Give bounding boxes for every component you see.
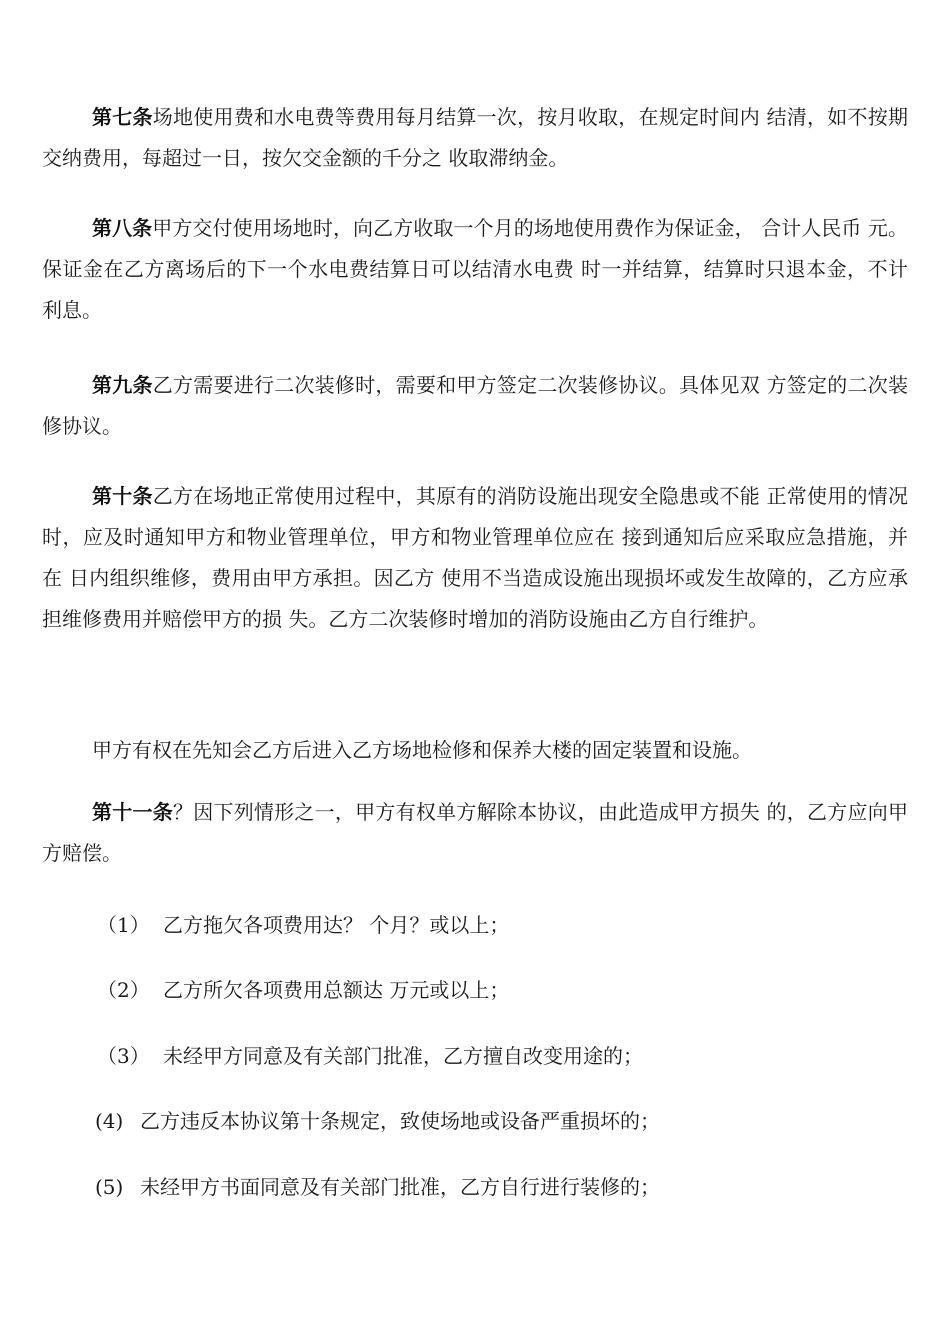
list-item-text: 乙方所欠各项费用总额达 万元或以上；	[163, 978, 510, 1002]
list-item-number: (5)	[95, 1175, 124, 1199]
list-item-number: （3）	[97, 1044, 150, 1068]
list-item-text: 乙方拖欠各项费用达？ 个月？或以上；	[163, 913, 510, 937]
article-10	[42, 476, 908, 640]
article-10-supplement	[42, 730, 908, 771]
list-item-text: 未经甲方书面同意及有关部门批准，乙方自行进行装修的；	[140, 1175, 660, 1199]
article-7	[42, 97, 908, 179]
list-item	[97, 975, 509, 1005]
list-item	[97, 910, 509, 940]
article-9-heading: 第九条	[92, 373, 153, 397]
list-item	[95, 1172, 660, 1202]
list-item	[97, 1041, 643, 1071]
list-item-number: (4)	[95, 1109, 124, 1133]
list-item-number: （2）	[97, 978, 150, 1002]
article-11-text: ？因下列情形之一，甲方有权单方解除本协议，由此造成甲方损失 的，乙方应向甲方赔偿。	[42, 800, 909, 865]
article-9-text: 乙方需要进行二次装修时，需要和甲方签定二次装修协议。具体见双 方签定的二次装修协议。	[42, 373, 909, 438]
article-9	[42, 365, 908, 447]
article-7-heading: 第七条	[92, 105, 153, 129]
article-8-text: 甲方交付使用场地时，向乙方收取一个月的场地使用费作为保证金， 合计人民币 元。保证金在乙方离场后的下一个水电费结算日可以结清水电费 时一并结算，结算时只退本金，不计利息。	[42, 216, 909, 322]
article-7-text: 场地使用费和水电费等费用每月结算一次，按月收取，在规定时间内 结清，如不按期交纳费用，每超过一日，按欠交金额的千分之 收取滞纳金。	[42, 105, 909, 170]
article-11-heading: 第十一条	[92, 800, 173, 824]
article-11	[42, 792, 908, 874]
article-10-text: 乙方在场地正常使用过程中，其原有的消防设施出现安全隐患或不能 正常使用的情况时，应及时通知甲方和物业管理单位，甲方和物业管理单位应在 接到通知后应采取应急措施，并在 日内组织维修，费用由甲方承担。因乙方 使用不当造成设施出现损坏或发生故障的，乙方应承担维修费用并赔偿甲方的损 失。乙方二次装修时增加的消防设施由乙方自行维护。	[42, 484, 909, 631]
list-item-text: 乙方违反本协议第十条规定，致使场地或设备严重损坏的；	[140, 1109, 660, 1133]
article-8-heading: 第八条	[92, 216, 153, 240]
article-10-supplement-text: 甲方有权在先知会乙方后进入乙方场地检修和保养大楼的固定装置和设施。	[92, 738, 752, 762]
list-item-number: （1）	[97, 913, 150, 937]
article-8	[42, 208, 908, 331]
article-10-heading: 第十条	[92, 484, 153, 508]
list-item-text: 未经甲方同意及有关部门批准，乙方擅自改变用途的；	[163, 1044, 643, 1068]
list-item	[95, 1106, 660, 1136]
